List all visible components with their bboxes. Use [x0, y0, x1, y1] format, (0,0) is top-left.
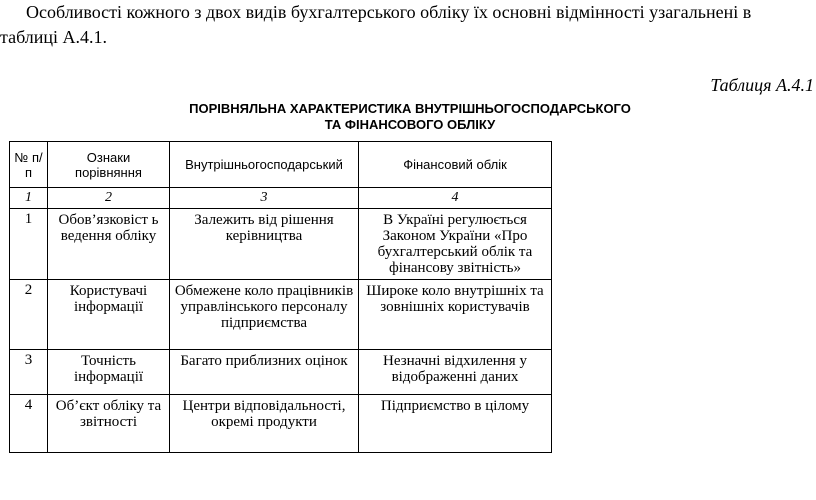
intro-line-2: таблиці А.4.1.: [0, 27, 108, 47]
table-row: [10, 350, 552, 395]
table-caption: Таблиця А.4.1: [710, 75, 814, 95]
row-internal: Центри відповідальності, окремі продукти: [170, 395, 359, 453]
column-number: 1: [10, 188, 48, 209]
row-criteria: Об’єкт обліку та звітності: [48, 395, 170, 453]
table-title-line-1: ПОРІВНЯЛЬНА ХАРАКТЕРИСТИКА ВНУТРІШНЬОГОСПОДАРСЬКОГО: [189, 101, 631, 116]
row-financial: Незначні відхилення у відображенні даних: [359, 350, 552, 395]
table-title: [120, 101, 700, 133]
table-title-line-2: ТА ФІНАНСОВОГО ОБЛІКУ: [324, 117, 496, 132]
header-number: № п/п: [10, 142, 48, 188]
row-number: 2: [10, 280, 48, 350]
row-criteria: Точність інформації: [48, 350, 170, 395]
column-number: 4: [359, 188, 552, 209]
comparison-table: [9, 141, 552, 453]
table-row: [10, 209, 552, 280]
row-internal: Багато приблизних оцінок: [170, 350, 359, 395]
header-internal: Внутрішньогосподарський: [170, 142, 359, 188]
intro-line-1: Особливості кожного з двох видів бухгалтерського обліку їх основні відмінності узагальнені в: [26, 2, 752, 22]
row-number: 1: [10, 209, 48, 280]
row-financial: Широке коло внутрішніх та зовнішніх користувачів: [359, 280, 552, 350]
header-criteria: Ознаки порівняння: [48, 142, 170, 188]
intro-paragraph: [0, 0, 814, 50]
table-row: [10, 395, 552, 453]
row-number: 4: [10, 395, 48, 453]
column-number-row: [10, 188, 552, 209]
row-financial: В Україні регулюється Законом України «Про бухгалтерський облік та фінансову звітність»: [359, 209, 552, 280]
column-number: 3: [170, 188, 359, 209]
header-financial: Фінансовий облік: [359, 142, 552, 188]
row-financial: Підприємство в цілому: [359, 395, 552, 453]
row-internal: Залежить від рішення керівництва: [170, 209, 359, 280]
row-criteria: Користувачі інформації: [48, 280, 170, 350]
row-number: 3: [10, 350, 48, 395]
table-header-row: [10, 142, 552, 188]
row-internal: Обмежене коло працівників управлінського персоналу підприємства: [170, 280, 359, 350]
table-row: [10, 280, 552, 350]
column-number: 2: [48, 188, 170, 209]
row-criteria: Обов’язковіст ь ведення обліку: [48, 209, 170, 280]
